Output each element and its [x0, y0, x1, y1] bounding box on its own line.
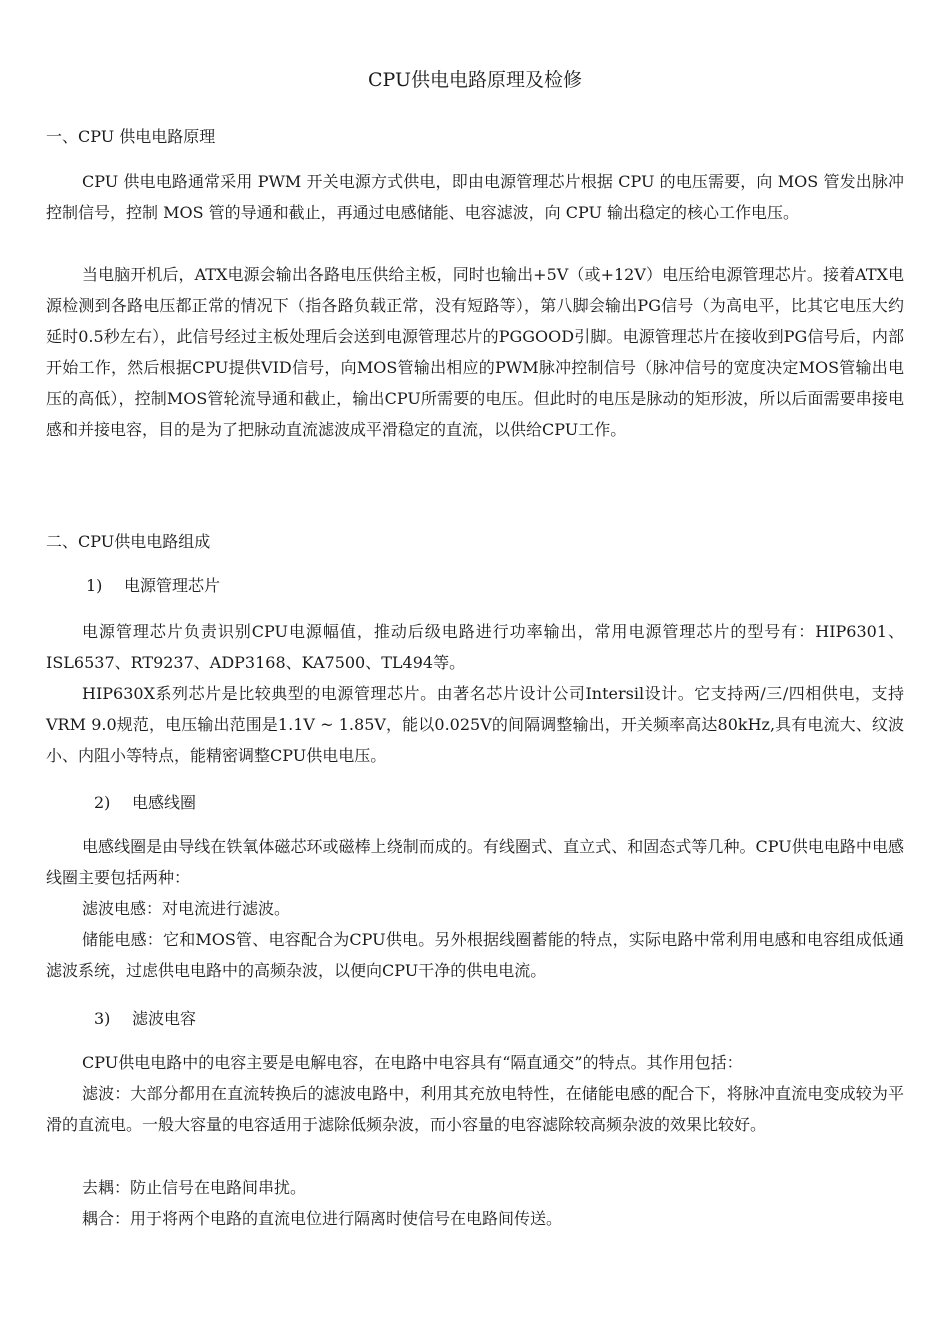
section1-paragraph-1: CPU 供电电路通常采用 PWM 开关电源方式供电，即由电源管理芯片根据 CPU 的电压需要，向 MOS 管发出脉冲控制信号，控制 MOS 管的导通和截止，再通过电感储能、电容滤波，向 CPU 输出稳定的核心工作电压。	[46, 172, 904, 222]
subsection-2-paragraph-2: 滤波电感：对电流进行滤波。	[82, 899, 291, 918]
subsection-2-heading	[94, 791, 196, 815]
subsection-1-heading	[86, 574, 220, 598]
subsection-3-paragraph-2: 滤波：大部分都用在直流转换后的滤波电路中，利用其充放电特性，在储能电感的配合下，将脉冲直流电变成较为平滑的直流电。一般大容量的电容适用于滤除低频杂波，而小容量的电容滤除较高频杂波的效果比较好。	[46, 1084, 904, 1134]
subsection-1-label: 电源管理芯片	[124, 576, 221, 595]
section2-heading: 二、CPU供电电路组成	[46, 532, 211, 551]
subsection-1-paragraph-2: HIP630X系列芯片是比较典型的电源管理芯片。由著名芯片设计公司Intersil设计。它支持两/三/四相供电，支持VRM 9.0规范，电压输出范围是1.1V ~ 1.85V，能以0.025V的间隔调整输出，开关频率高达80kHz,具有电流大、纹波小、内阻小等特点，能精密调整CPU供电电压。	[46, 684, 904, 765]
section1-heading: 一、CPU 供电电路原理	[46, 127, 216, 146]
subsection-3-number: 3)	[94, 1009, 111, 1028]
subsection-1-number: 1)	[86, 576, 103, 595]
subsection-3-paragraph-1: CPU供电电路中的电容主要是电解电容，在电路中电容具有“隔直通交”的特点。其作用包括：	[82, 1053, 743, 1072]
subsection-3-heading	[94, 1007, 196, 1031]
subsection-2-paragraph-3: 储能电感：它和MOS管、电容配合为CPU供电。另外根据线圈蓄能的特点，实际电路中常利用电感和电容组成低通滤波系统，过虑供电电路中的高频杂波，以便向CPU干净的供电电流。	[46, 930, 904, 980]
subsection-3-label: 滤波电容	[132, 1009, 197, 1028]
subsection-1-paragraph-1: 电源管理芯片负责识别CPU电源幅值，推动后级电路进行功率输出，常用电源管理芯片的型号有：HIP6301、ISL6537、RT9237、ADP3168、KA7500、TL494等。	[46, 622, 904, 672]
subsection-2-label: 电感线圈	[132, 793, 197, 812]
section1-paragraph-2: 当电脑开机后，ATX电源会输出各路电压供给主板，同时也输出+5V（或+12V）电压给电源管理芯片。接着ATX电源检测到各路电压都正常的情况下（指各路负载正常，没有短路等），第八脚会输出PG信号（为高电平，比其它电压大约延时0.5秒左右），此信号经过主板处理后会送到电源管理芯片的PGGOOD引脚。电源管理芯片在接收到PG信号后，内部开始工作，然后根据CPU提供VID信号，向MOS管输出相应的PWM脉冲控制信号（脉冲信号的宽度决定MOS管输出电压的高低），控制MOS管轮流导通和截止，输出CPU所需要的电压。但此时的电压是脉动的矩形波，所以后面需要串接电感和并接电容，目的是为了把脉动直流滤波成平滑稳定的直流，以供给CPU工作。	[46, 265, 904, 439]
subsection-3-paragraph-4: 耦合：用于将两个电路的直流电位进行隔离时使信号在电路间传送。	[82, 1209, 563, 1228]
subsection-3-paragraph-3: 去耦：防止信号在电路间串扰。	[82, 1178, 307, 1197]
document-title: CPU供电电路原理及检修	[367, 69, 582, 91]
subsection-2-paragraph-1: 电感线圈是由导线在铁氧体磁芯环或磁棒上绕制而成的。有线圈式、直立式、和固态式等几种。CPU供电电路中电感线圈主要包括两种：	[46, 837, 904, 887]
subsection-2-number: 2)	[94, 793, 111, 812]
